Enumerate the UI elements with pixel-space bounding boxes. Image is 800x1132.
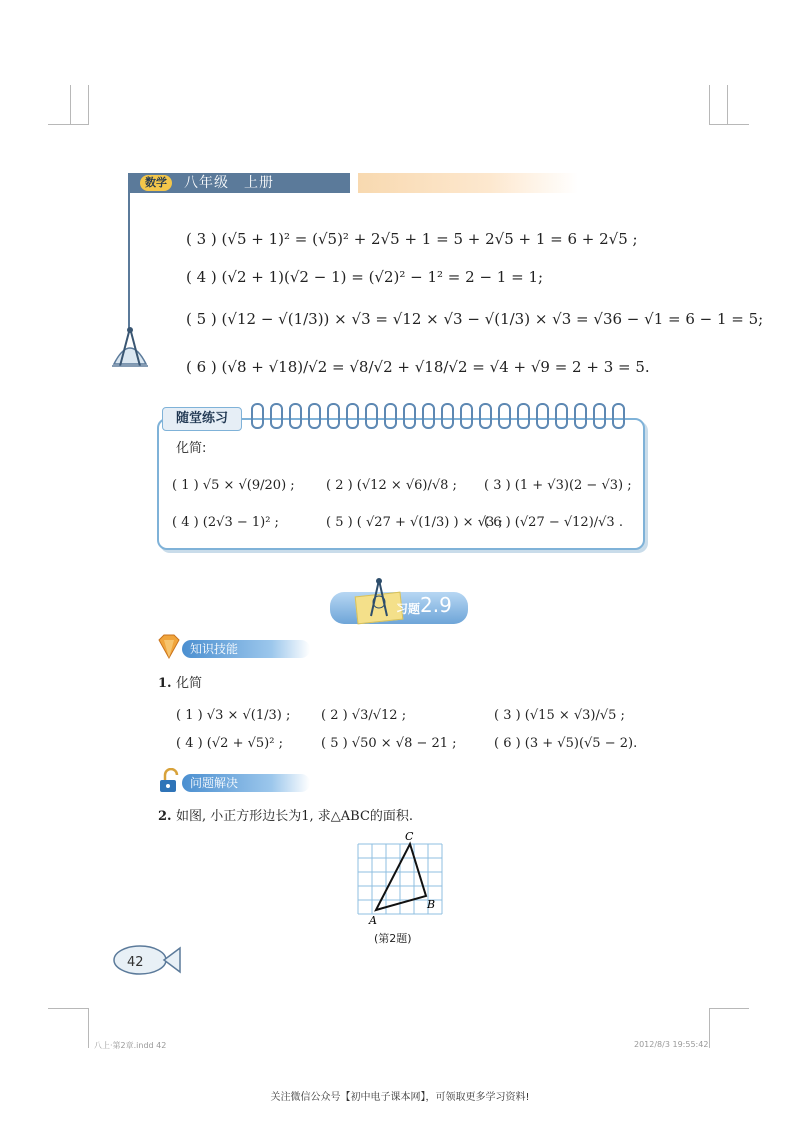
crop-mark — [709, 1008, 710, 1048]
practice-item: ( 4 ) (2√3 − 1)² ; — [172, 515, 279, 530]
ring-icon — [251, 403, 264, 429]
exercise-label: 习题 — [396, 602, 421, 616]
file-meta-left: 八上·第2章.indd 42 — [94, 1041, 167, 1050]
ring-icon — [289, 403, 302, 429]
footer-note: 关注微信公众号【初中电子课本网】，可领取更多学习资料! — [270, 1092, 530, 1103]
ring-icon — [422, 403, 435, 429]
question-2-label: 2. — [158, 809, 172, 824]
ring-icon — [574, 403, 587, 429]
section-knowledge-skills: 知识技能 — [182, 640, 310, 658]
ring-icon — [498, 403, 511, 429]
practice-item: ( 6 ) (√27 − √12)/√3 . — [484, 515, 623, 530]
compass-icon — [366, 576, 392, 620]
practice-instruction: 化简: — [176, 441, 207, 456]
figure-caption: (第2题) — [374, 932, 412, 945]
point-b-label: B — [427, 898, 436, 911]
ring-icon — [308, 403, 321, 429]
question-1-item: ( 3 ) (√15 × √3)/√5 ; — [494, 708, 625, 723]
practice-title: 随堂练习 — [162, 407, 242, 431]
practice-item: ( 5 ) ( √27 + √(1/3) ) × √3 ; — [326, 515, 503, 530]
ring-icon — [327, 403, 340, 429]
point-a-label: A — [369, 914, 377, 927]
ring-icon — [555, 403, 568, 429]
question-1-text: 化简 — [176, 676, 203, 691]
crop-mark — [709, 1008, 749, 1009]
practice-item: ( 2 ) (√12 × √6)/√8 ; — [326, 478, 457, 493]
exercise-number: 2.9 — [420, 593, 452, 617]
solution-6: ( 6 ) (√8 + √18)/√2 = √8/√2 + √18/√2 = √4 + √9 = 2 + 3 = 5. — [186, 358, 650, 376]
subject-badge: 数学 — [140, 175, 172, 191]
header-gradient — [358, 173, 578, 193]
question-1-item: ( 6 ) (3 + √5)(√5 − 2). — [494, 736, 638, 751]
question-1-label: 1. — [158, 676, 172, 691]
ring-icon — [346, 403, 359, 429]
question-1-item: ( 2 ) √3/√12 ; — [321, 708, 407, 723]
ring-icon — [365, 403, 378, 429]
solution-5: ( 5 ) (√12 − √(1/3)) × √3 = √12 × √3 − √(1/3) × √3 = √36 − √1 = 6 − 1 = 5; — [186, 310, 764, 328]
crop-mark — [48, 124, 88, 125]
question-1-item: ( 1 ) √3 × √(1/3) ; — [176, 708, 291, 723]
ring-icon — [593, 403, 606, 429]
section-problem-solving: 问题解决 — [182, 774, 310, 792]
crop-mark — [709, 124, 749, 125]
ring-icon — [479, 403, 492, 429]
ring-icon — [536, 403, 549, 429]
grade-label: 八年级 上册 — [184, 175, 274, 191]
diamond-icon — [157, 634, 181, 660]
ring-icon — [384, 403, 397, 429]
ring-icon — [403, 403, 416, 429]
page-number: 42 — [127, 955, 144, 970]
crop-mark — [48, 1008, 88, 1009]
question-1-item: ( 5 ) √50 × √8 − 21 ; — [321, 736, 457, 751]
margin-rule — [128, 193, 130, 328]
question-1-item: ( 4 ) (√2 + √5)² ; — [176, 736, 283, 751]
crop-mark — [70, 85, 71, 125]
solution-3: ( 3 ) (√5 + 1)² = (√5)² + 2√5 + 1 = 5 + 2√5 + 1 = 6 + 2√5 ; — [186, 230, 638, 248]
crop-mark — [88, 85, 89, 125]
ring-icon — [612, 403, 625, 429]
crop-mark — [709, 85, 710, 125]
practice-item: ( 3 ) (1 + √3)(2 − √3) ; — [484, 478, 632, 493]
ring-icon — [460, 403, 473, 429]
file-meta-right: 2012/8/3 19:55:42 — [634, 1040, 709, 1049]
point-c-label: C — [405, 830, 414, 843]
ring-icon — [441, 403, 454, 429]
ring-icon — [270, 403, 283, 429]
practice-item: ( 1 ) √5 × √(9/20) ; — [172, 478, 295, 493]
compass-illustration-icon — [108, 322, 152, 372]
grid-triangle-figure — [350, 828, 450, 928]
crop-mark — [727, 85, 728, 125]
fish-page-badge-icon — [112, 942, 182, 978]
unlock-icon — [158, 768, 182, 794]
solution-4: ( 4 ) (√2 + 1)(√2 − 1) = (√2)² − 1² = 2 − 1 = 1; — [186, 268, 544, 286]
question-2-text: 如图, 小正方形边长为1, 求△ABC的面积. — [176, 809, 414, 824]
crop-mark — [88, 1008, 89, 1048]
ring-icon — [517, 403, 530, 429]
